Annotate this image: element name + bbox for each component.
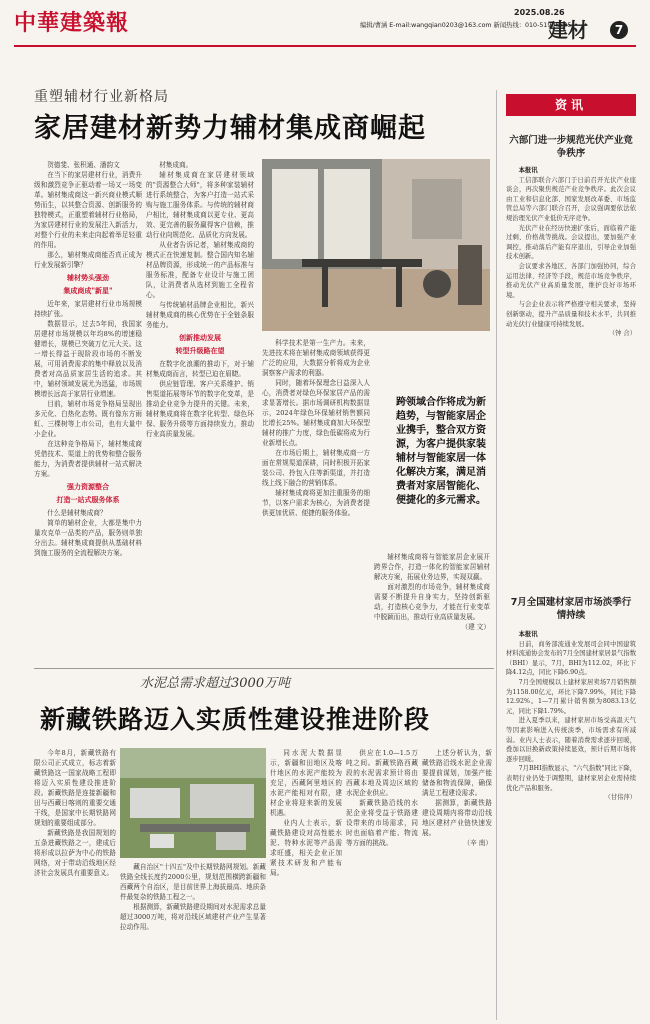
construction-site-illustration bbox=[120, 748, 266, 858]
article2-column-5 bbox=[422, 748, 492, 1018]
paragraph: 新藏铁路沿线的水泥企业将受益于铁路建设带来的市场需求，同时也面临着产能、物流等方面的挑战。 bbox=[346, 799, 418, 847]
article1-column-4 bbox=[374, 552, 490, 662]
paragraph: 目前，辅材市场竞争格局呈现出多元化、白热化态势。既有像东方雨虹、三棵树等上市公司，也有大量中小企业。 bbox=[34, 400, 142, 438]
news2-byline: 本报讯 bbox=[518, 631, 538, 638]
subhead-3: 创新推动发展 bbox=[179, 333, 221, 342]
paragraph: 材集成商。 bbox=[159, 161, 193, 169]
article2-title: 新藏铁路迈入实质性建设推进阶段 bbox=[40, 705, 431, 734]
article1-byline: 贺德斐、张积通、潘韵文 bbox=[47, 161, 120, 169]
news1-title: 六部门进一步规范光伏产业竞争秩序 bbox=[509, 135, 633, 159]
paragraph: 科学技术是第一生产力。未来，先进技术将在辅材集成商领域获得更广泛的应用，大数据分析将成为企业洞察客户需求的利器。 bbox=[262, 339, 370, 377]
news-section-band: 资讯 bbox=[506, 94, 636, 116]
paragraph: 根据测算，新藏铁路建设期间对水泥需求总量超过3000万吨，将对沿线区域建材产业产生显著拉动作用。 bbox=[120, 903, 266, 931]
paragraph: 工信部联合六部门于日前召开光伏产业座谈会，再次聚焦规范产业竞争秩序。此次会议由工业和信息化部、国家发展改革委、市场监管总局等六部门联合召开，会议强调要依法依规治理光伏产业低价无序竞争。 bbox=[506, 176, 636, 222]
paragraph: 辅材集成商在家居建材领域的"资源整合大师"，将多种家装辅材进行系统整合，为客户打造一站式采购与施工服务体系。与传统的辅材商户相比，辅材集成商以更专业、更高效、更完善的服务赢得客户信赖，推动行业向规范化、品质化方向发展。 bbox=[146, 171, 254, 239]
article1-source: （建 文） bbox=[461, 623, 490, 631]
paragraph: 辅材集成商将与智能家居企业展开跨界合作，打造一体化的智能家居辅材解决方案，拓展业务边界，实现双赢。 bbox=[374, 553, 490, 581]
paragraph: 7月全国规模以上建材家居卖场7月销售额为1158.00亿元，环比下降7.99%，同比下降12.92%。1—7月累计销售额为8083.13亿元，同比下降1.79%。 bbox=[506, 678, 636, 715]
article-divider bbox=[34, 668, 494, 669]
paragraph: 供应在1.0—1.5万吨之间。新藏铁路西藏段的水泥需求预计将由西藏本地及周边区域的水泥企业供应。 bbox=[346, 749, 418, 797]
article2-photo bbox=[120, 748, 266, 858]
article2-kicker: 水泥总需求超过3000万吨 bbox=[140, 676, 291, 691]
issue-date: 2025.08.26 bbox=[514, 8, 565, 17]
paragraph: 面对激烈的市场竞争，辅材集成商需要不断提升自身实力，坚持创新驱动，打造核心竞争力，才能在行业变革中脱颖而出，推动行业高质量发展。 bbox=[374, 583, 490, 621]
paragraph: 与会企业表示将严格遵守相关要求，坚持创新驱动，提升产品质量和技术水平，共同推动光伏行业健康可持续发展。 bbox=[506, 301, 636, 328]
article1-column-1 bbox=[34, 160, 142, 660]
paragraph: 同时，随着环保理念日益深入人心，消费者对绿色环保家居产品的需求显著增长。据市场调研机构数据显示，2024年绿色环保辅材销售额同比增长25%。辅材集成商加大环保型辅材的推广力度，绿色低碳将成为行业新增长点。 bbox=[262, 379, 370, 447]
column-divider bbox=[496, 90, 497, 1020]
paragraph: 什么是辅材集成商？ bbox=[47, 509, 107, 517]
news2-source: （甘伟萍） bbox=[604, 794, 636, 802]
paragraph: 业内人士表示，新藏铁路建设对高性能水泥、特种水泥等产品需求旺盛，相关企业正加紧技术研发和产能布局。 bbox=[270, 819, 342, 877]
news1-body bbox=[506, 166, 636, 586]
subhead-1: 辅材势头强劲 bbox=[67, 273, 109, 282]
subhead-2b: 打造一站式服务体系 bbox=[56, 495, 120, 504]
subhead-1b: 集成商成"新星" bbox=[63, 286, 113, 295]
news2-body bbox=[506, 630, 636, 1018]
paragraph: 在这种竞争格局下，辅材集成商凭借技术、渠道上的优势和整合服务能力，为消费者提供辅材一站式解决方案。 bbox=[34, 440, 142, 478]
subhead-2: 强力资源整合 bbox=[67, 482, 109, 491]
paragraph: 辅材集成商将更加注重服务的细节，以客户需求为核心，为消费者提供更加优质、便捷的服务体验。 bbox=[262, 489, 370, 517]
article1-column-2 bbox=[146, 160, 254, 660]
news1-source: （钟 合） bbox=[608, 330, 636, 338]
header-rule bbox=[14, 45, 636, 47]
paragraph: 与传统辅材品牌企业相比，新兴辅材集成商的核心优势在于全链条服务能力。 bbox=[146, 301, 254, 329]
article2-column-2 bbox=[120, 862, 266, 1018]
paragraph: 上述分析认为，新藏铁路沿线水泥企业需要提前谋划，加强产能储备和物流保障，确保满足工程建设需求。 bbox=[422, 749, 492, 797]
paragraph: 在当下的家居建材行业，消费升级和激烈竞争正驱动着一场又一场变革。辅材集成商这一新兴商业模式顺势而生，以其整合资源、创新服务的独特模式，正重塑着辅材行业格局，为家居建材行业的发展注入新活力，对整个行业的未来走向起着举足轻重的作用。 bbox=[34, 171, 142, 249]
news1-byline: 本报讯 bbox=[518, 167, 538, 174]
page-number-badge: 7 bbox=[610, 21, 628, 39]
paragraph: 新藏铁路是我国规划的五条进藏铁路之一，建成后将形成以拉萨为中心的铁路网络，对于带动沿线地区经济社会发展具有重要意义。 bbox=[34, 829, 116, 877]
section-name: 建材 bbox=[548, 18, 588, 42]
paragraph: 光伏产业在经历快速扩张后，面临着产能过剩、价格战等挑战。会议提出，要加强产业调控，推动落后产能有序退出，引导企业加强技术创新。 bbox=[506, 224, 636, 261]
paragraph: 近年来，家居建材行业市场规模持续扩张。 bbox=[34, 300, 142, 318]
article2-column-4 bbox=[346, 748, 418, 1018]
subhead-3b: 转型升级路在望 bbox=[175, 346, 225, 355]
paragraph: 据测算，新藏铁路建设周期内将带动沿线地区建材产业链快速发展。 bbox=[422, 799, 492, 837]
pull-quote: 跨领域合作将成为新趋势，与智能家居企业携手，整合双方资源，为客户提供家装辅材与智能家居一体化解决方案，满足消费者对家居智能化、便捷化的多元需求。 bbox=[396, 397, 486, 506]
interior-illustration bbox=[262, 159, 490, 331]
masthead-logo: 中華建築報 bbox=[14, 10, 130, 36]
paragraph: 会议要求各地区、各部门加强协同，综合运用法律、经济等手段，规范市场竞争秩序，推动光伏产业高质量发展，维护良好市场环境。 bbox=[506, 262, 636, 299]
paragraph: 今年8月，新藏铁路有限公司正式成立，标志着新藏铁路这一国家战略工程即将迈入实质性建设推进阶段。新藏铁路是连接新疆和田与西藏日喀则的重要交通干线，是国家中长期铁路网规划的重要组成部分。 bbox=[34, 749, 116, 827]
paragraph: 从业者告诉记者，辅材集成商的模式正在快速复制。整合国内知名辅材品牌资源，形成统一的产品标准与服务标准，配备专业设计与施工团队，让消费者从选材到施工全程省心。 bbox=[146, 241, 254, 299]
article1-photo bbox=[262, 159, 490, 331]
paragraph: 在市场后期上，辅材集成商一方面在常规渠道深耕，同时积极开拓家装公司、拎包入住等新渠道，并打造线上线下融合的营销体系。 bbox=[262, 449, 370, 487]
article2-column-1 bbox=[34, 748, 116, 1018]
article2-column-3 bbox=[270, 748, 342, 1018]
paragraph: 藏自治区"十四五"及中长期铁路网规划。新藏铁路全线长度约2000公里，规划范围横跨新疆和西藏两个自治区，是目前世界上海拔最高、地质条件最复杂的铁路工程之一。 bbox=[120, 863, 266, 901]
paragraph: 7月BHI指数显示，"六气指数"同比下降，表明行业仍处于调整期，建材家居企业需持续优化产品和服务。 bbox=[506, 765, 636, 792]
article1-column-3 bbox=[262, 338, 370, 660]
paragraph: 在数字化浪潮的推动下，对于辅材集成商而言，转型已迫在眉睫。 bbox=[146, 360, 254, 378]
paragraph: 简单的辅材企业，大都是集中力量攻克单一品类的产品，服务则单独分出去。辅材集成商提供从基础材料到施工服务的全流程解决方案。 bbox=[34, 519, 142, 557]
paragraph: 进入夏季以来，建材家居市场受高温天气等因素影响进入传统淡季，市场需求有所减弱。业内人士表示，随着消费需求逐步回暖，叠加以旧换新政策持续显效，预计后期市场将逐步回暖。 bbox=[506, 717, 636, 763]
paragraph: 同水泥大数据显示，新疆和田地区及喀什地区的水泥产能较为充足，西藏阿里地区的水泥产能相对有限，建材企业将迎来新的发展机遇。 bbox=[270, 749, 342, 817]
article2-source: （辛 南） bbox=[463, 839, 492, 847]
paragraph: 供应链管理、客户关系维护、销售渠道拓展等环节的数字化变革，是推动企业竞争力提升的关键。未来，辅材集成商将在数字化转型、绿色环保、服务升级等方面持续发力，推动行业高质量发展。 bbox=[146, 380, 254, 438]
article1-title: 家居建材新势力辅材集成商崛起 bbox=[34, 113, 426, 144]
article1-kicker: 重塑辅材行业新格局 bbox=[34, 89, 169, 105]
news2-title: 7月全国建材家居市场淡季行情持续 bbox=[510, 597, 632, 621]
editor-line: 编辑/曹涵 E-mail:wangqian0203@163.com 新闻热线：010-51906505 bbox=[360, 22, 572, 29]
paragraph: 那么，辅材集成商能否真正成为行业发展新引擎？ bbox=[34, 251, 142, 269]
paragraph: 日前，商务部流通业发展司会同中国建筑材料流通协会发布的7月全国建材家居景气指数（BHI）显示，7月，BHI为112.02，环比下降4.12点，同比下降6.90点。 bbox=[506, 640, 636, 677]
paragraph: 数据显示，过去5年间，我国家居建材市场规模以年均8%的增速稳健增长，规模已突破万亿元大关。这一增长得益于现阶段市场的不断发展，可用消费需求的集中释放以及消费者对高品质家居生活的追求。其中，辅材领域发展尤为迅猛，市场规模增长远高于家居行业增速。 bbox=[34, 320, 142, 398]
